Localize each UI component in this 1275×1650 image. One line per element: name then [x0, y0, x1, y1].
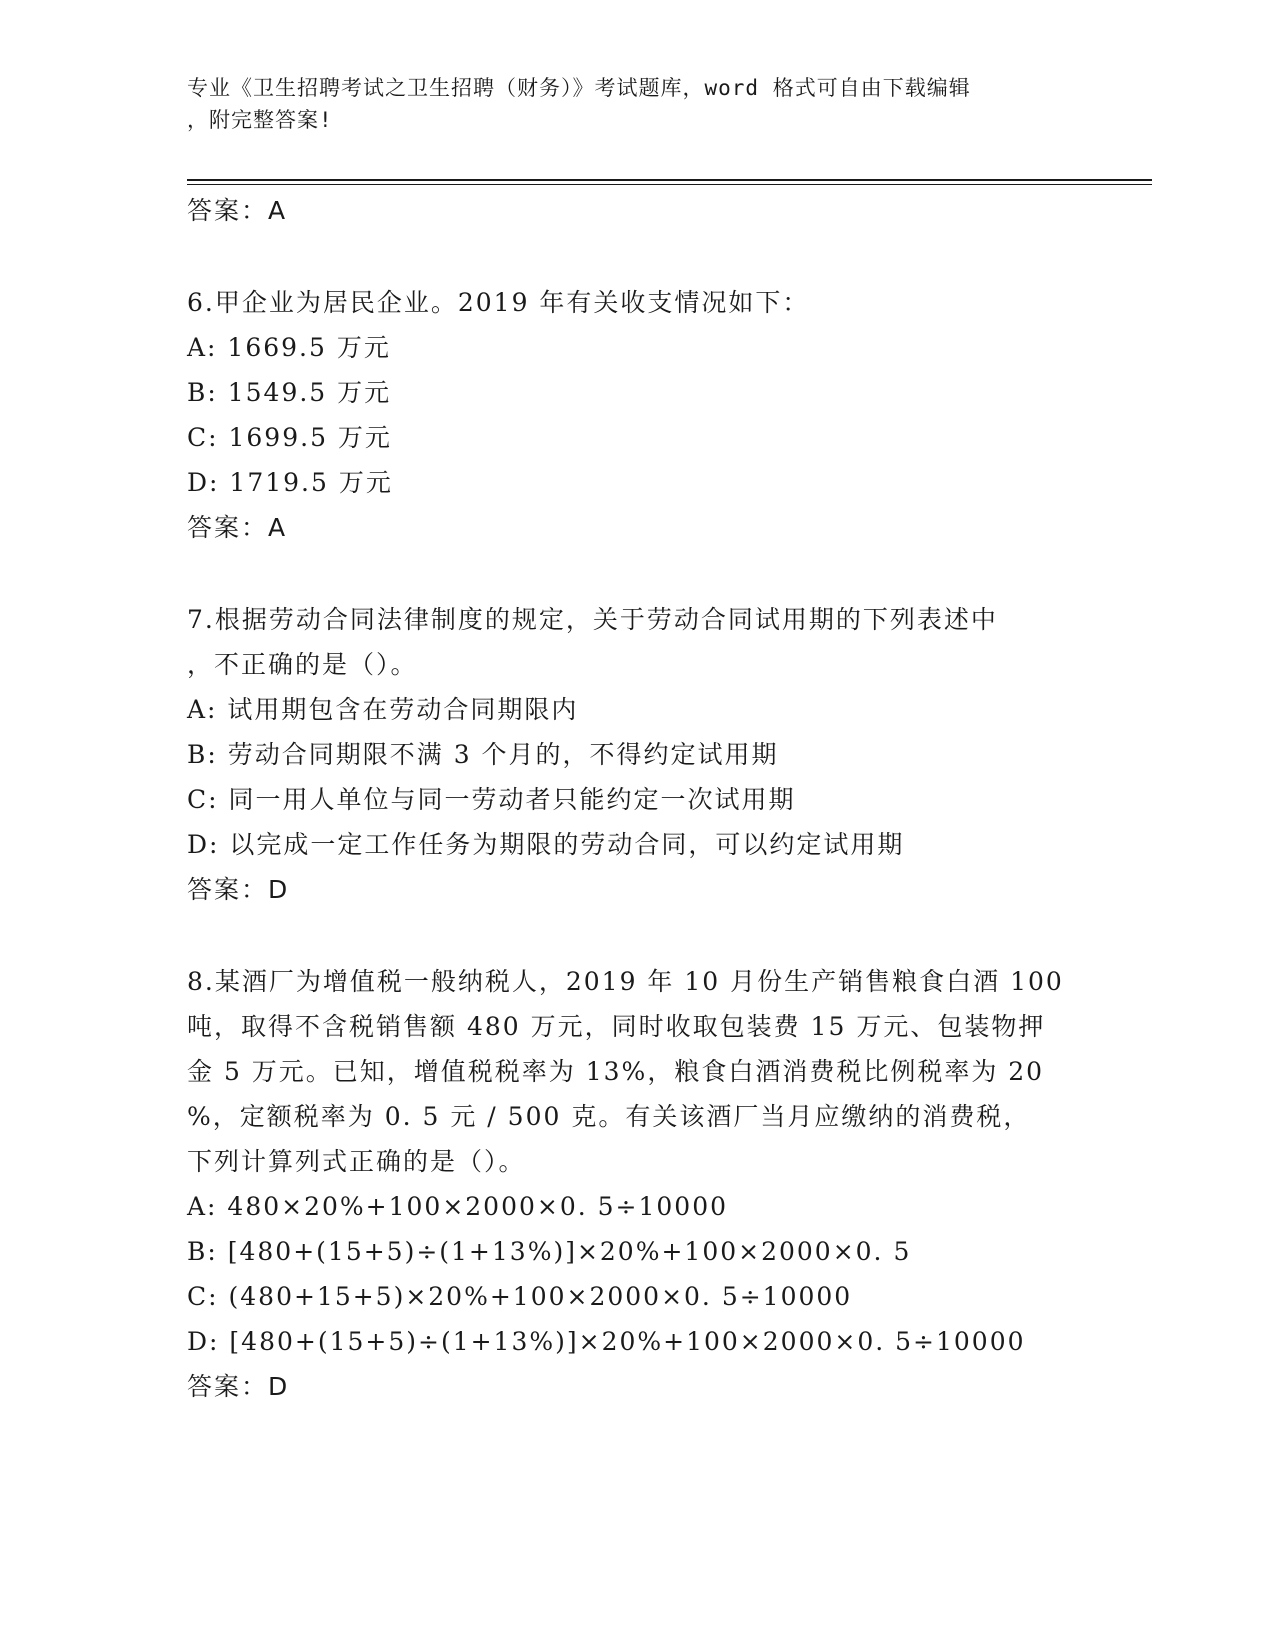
- option-b: B: [480+(15+5)÷(1+13%)]×20%+100×2000×0. 5: [187, 1237, 912, 1266]
- option-a: A: 480×20%+100×2000×0. 5÷10000: [187, 1192, 729, 1221]
- question-8: [187, 959, 1087, 1409]
- option-b: B: 劳动合同期限不满 3 个月的，不得约定试用期: [187, 740, 779, 769]
- spacer: [187, 233, 1087, 280]
- header-divider-thin: [187, 184, 1152, 185]
- spacer: [187, 912, 1087, 959]
- option-c: C: (480+15+5)×20%+100×2000×0. 5÷10000: [187, 1282, 853, 1311]
- answer-label: 答案：A: [187, 513, 288, 542]
- question-stem-line: 6.甲企业为居民企业。2019 年有关收支情况如下：: [187, 288, 810, 317]
- header-line-1: 专业《卫生招聘考试之卫生招聘（财务）》考试题库，word 格式可自由下载编辑: [187, 76, 971, 100]
- option-a: A: 1669.5 万元: [187, 333, 391, 362]
- question-6: [187, 280, 1087, 550]
- header-divider-thick: [187, 179, 1152, 181]
- question-stem-line: 8.某酒厂为增值税一般纳税人，2019 年 10 月份生产销售粮食白酒 100: [187, 967, 1064, 996]
- spacer: [187, 550, 1087, 597]
- previous-answer: 答案：A: [187, 196, 288, 225]
- answer-label: 答案：D: [187, 875, 290, 904]
- question-stem-line: 下列计算列式正确的是（）。: [187, 1147, 526, 1176]
- option-c: C: 1699.5 万元: [187, 423, 392, 452]
- header-line-2: ，附完整答案!: [187, 108, 333, 132]
- question-stem-line: 金 5 万元。已知，增值税税率为 13%，粮食白酒消费税比例税率为 20: [187, 1057, 1045, 1086]
- option-d: D: 1719.5 万元: [187, 468, 393, 497]
- option-b: B: 1549.5 万元: [187, 378, 392, 407]
- question-7: [187, 597, 1087, 912]
- question-stem-line: 7.根据劳动合同法律制度的规定，关于劳动合同试用期的下列表述中: [187, 605, 998, 634]
- option-c: C: 同一用人单位与同一劳动者只能约定一次试用期: [187, 785, 796, 814]
- document-header: [187, 72, 1067, 136]
- option-d: D: [480+(15+5)÷(1+13%)]×20%+100×2000×0. 5÷10000: [187, 1327, 1026, 1356]
- question-list: [187, 188, 1087, 1409]
- question-stem-line: %，定额税率为 0. 5 元 / 500 克。有关该酒厂当月应缴纳的消费税，: [187, 1102, 1031, 1131]
- question-stem-line: ，不正确的是（）。: [187, 650, 418, 679]
- answer-label: 答案：D: [187, 1372, 290, 1401]
- option-a: A: 试用期包含在劳动合同期限内: [187, 695, 579, 724]
- option-d: D: 以完成一定工作任务为期限的劳动合同，可以约定试用期: [187, 830, 905, 859]
- question-stem-line: 吨，取得不含税销售额 480 万元，同时收取包装费 15 万元、包装物押: [187, 1012, 1046, 1041]
